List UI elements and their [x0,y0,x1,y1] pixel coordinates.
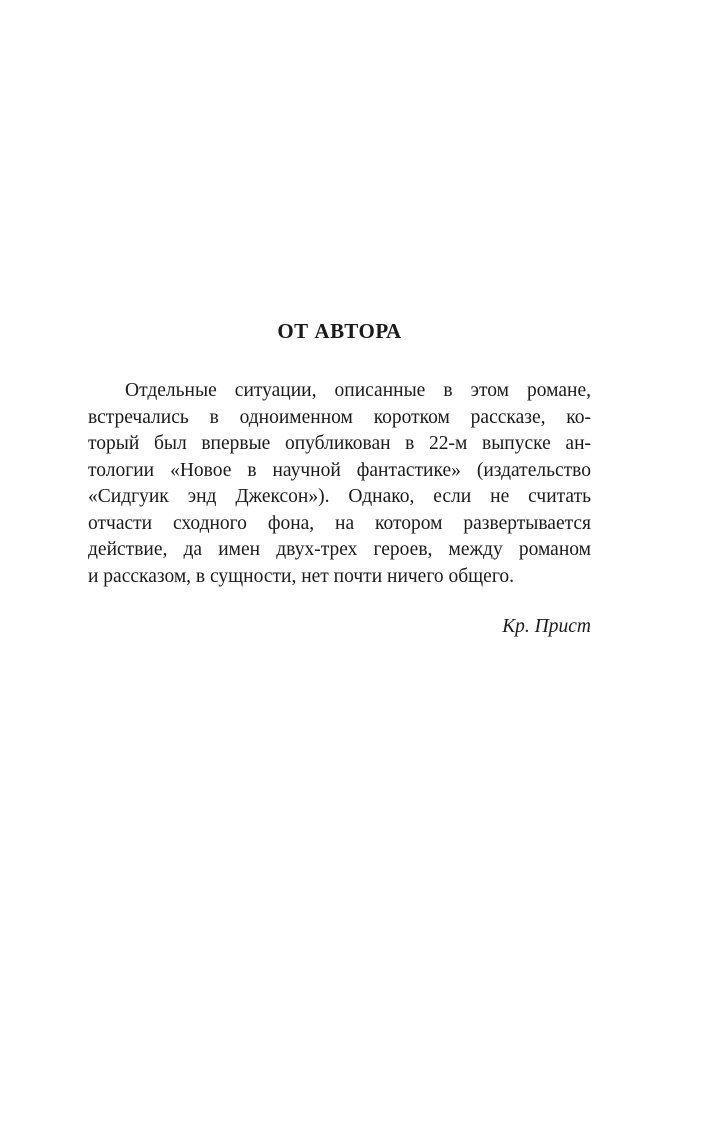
paragraph-line: отчасти сходного фона, на котором развертывается [88,512,591,534]
paragraph-line: торый был впервые опубликован в 22-м выпуске ан- [88,433,591,454]
section-heading: ОТ АВТОРА [277,319,402,343]
paragraph-line: и рассказом, в сущности, нет почти ничего общего. [88,565,514,587]
paragraph-line: «Сидгуик энд Джексон»). Однако, если не считать [88,486,591,507]
author-note-paragraph [88,378,591,590]
paragraph-line: тологии «Новое в научной фантастике» (издательство [88,459,591,481]
paragraph-line: встречались в одноименном коротком рассказе, ко- [88,406,591,428]
paragraph-line: Отдельные ситуации, описанные в этом романе, [125,380,591,401]
paragraph-line: действие, да имен двух-трех героев, между романом [88,539,591,560]
author-signature: Кр. Прист [502,616,591,637]
